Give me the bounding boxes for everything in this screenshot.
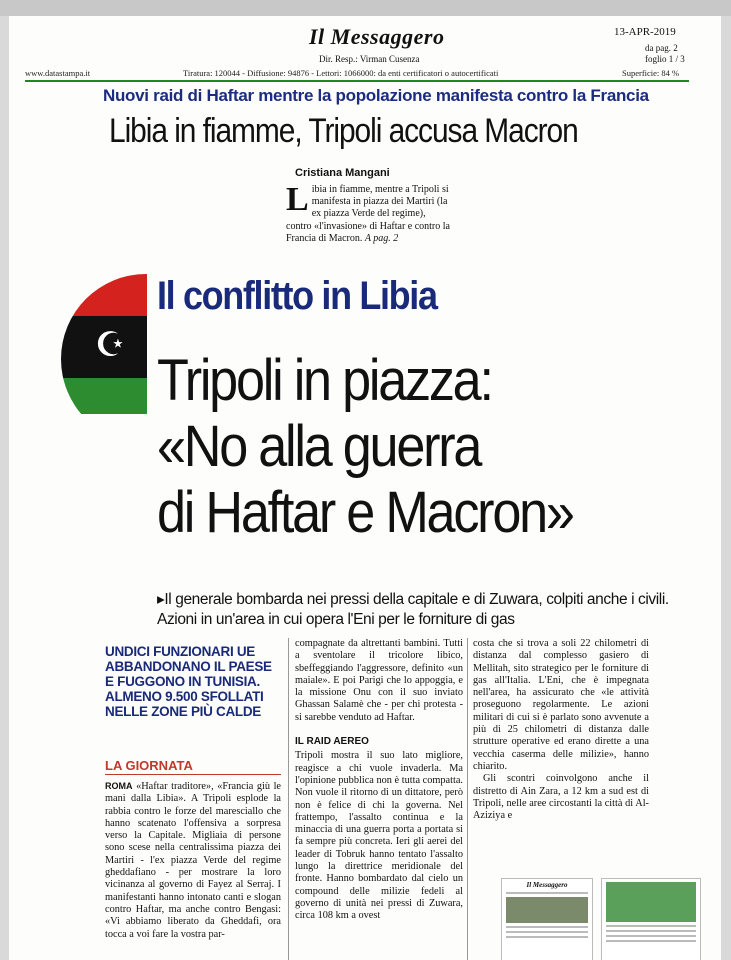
byline: Cristiana Mangani: [295, 167, 390, 179]
drop-cap: L: [286, 181, 309, 218]
dateline: ROMA: [105, 781, 133, 791]
lead-page-ref: A pag. 2: [364, 232, 399, 244]
section-title: Il conflitto in Libia: [157, 274, 437, 318]
top-story-kicker: Nuovi raid di Haftar mentre la popolazione manifesta contro la Francia: [103, 86, 649, 105]
circulation-figures: Tiratura: 120044 - Diffusione: 94876 - Lettori: 1066000: da enti certificatori o autocertificati: [183, 68, 499, 78]
thumbnail-title: Il Messaggero: [526, 881, 568, 889]
main-headline-line: Tripoli in piazza:: [157, 348, 492, 413]
thumbnail-photo: [606, 882, 696, 922]
surface-percent: Superficie: 84 %: [622, 68, 680, 78]
publication-date: 13-APR-2019: [614, 26, 676, 38]
section-label: LA GIORNATA: [105, 758, 193, 773]
top-story-headline: Libia in fiamme, Tripoli accusa Macron: [109, 112, 578, 150]
column-text: «Haftar traditore», «Francia giù le mani dalla Libia». A Tripoli esplode la rabbia contro le forze del maresciallo che hanno scatenato l'offensiva a sorpresa verso la Capitale. Migliaia di persone sono scese nella centralissima piazza dei Martiri - l'ex piazza Verde del regime gheddafiano - per mostrare la loro vicinanza al governo di Fayez al Serraj. I manifestanti hanno intonato canti e slogan contro Haftar, ma anche contro Bengasi: «Vi abbiamo liberato da Gheddafi, ora tocca a voi fare la vostra par-: [105, 781, 281, 940]
column-divider: [467, 638, 468, 960]
website-link[interactable]: www.datastampa.it: [25, 68, 91, 78]
column-divider: [288, 638, 289, 960]
article-column-3: [473, 638, 649, 822]
newspaper-page: [9, 16, 721, 960]
thumbnail-photo: [506, 897, 588, 923]
main-headline-line: «No alla guerra: [157, 414, 481, 479]
sheet-number: foglio 1 / 3: [645, 54, 685, 64]
page-reference: da pag. 2: [645, 43, 678, 53]
editor-in-chief: Dir. Resp.: Virman Cusenza: [319, 54, 420, 64]
subheading: IL RAID AEREO: [295, 736, 369, 748]
screen-top-frame: [0, 0, 731, 16]
inside-page-thumbnail[interactable]: [601, 878, 701, 960]
header-rule: [25, 80, 689, 82]
summary-deck: ▸Il generale bombarda nei pressi della capitale e di Zuwara, colpiti anche i civili. Azioni in un'area in cui opera l'Eni per le forniture di gas: [157, 591, 669, 628]
column-text: Gli scontri coinvolgono anche il distretto di Ain Zara, a 12 km a sud est di Tripoli, nelle aree circostanti la città di Al-Aziziya e: [473, 773, 649, 822]
lead-paragraph: [286, 181, 450, 245]
section-label-rule: [105, 774, 281, 775]
main-headline: [157, 348, 661, 546]
libya-flag-icon: ☪: [61, 274, 147, 414]
column-text: costa che si trova a soli 22 chilometri di distanza dal complesso gasiero di Mellitah, sito strategico per le forniture di gas all'Italia. L'Eni, che è impegnata nell'area, ha assicurato che «le attività proseguono regolarmente. Le azioni militari di cui si è parlato sono avvenute a più di 25 chilometri di distanza dalle strutture operative ed erano dirette a una vecchia caserma delle milizie», hanno chiarito.: [473, 638, 649, 772]
column-text: compagnate da altrettanti bambini. Tutti a sventolare il tricolore libico, sbeffeggiando l'aggressore, definito «un maiale». E poi Parigi che lo appoggia, e la missione Onu con il suo inviato Ghassan Salamè che - per chi protesta - si sarebbe venduto ad Haftar.: [295, 638, 463, 723]
sidebar-headline: UNDICI FUNZIONARI UE ABBANDONANO IL PAESE E FUGGONO IN TUNISIA. ALMENO 9.500 SFOLLATI NELLE ZONE PIÙ CALDE: [105, 644, 272, 719]
front-page-thumbnail[interactable]: [501, 878, 593, 960]
masthead-logo: Il Messaggero: [309, 24, 445, 49]
article-column-1: [105, 780, 281, 941]
column-text: Tripoli mostra il suo lato migliore, reagisce a chi vuole invaderla. Ma l'opinione pubblica non è tutta compatta. Non vuole il ritorno di un dittatore, però non è felice di chi la governa. Nel frattempo, l'assalto continua e la minaccia di una guerra porta a portata si fa sempre più concreta. Ieri gli aerei del leader di Tobruk hanno tentato l'assalto lungo la direttrice meridionale del fronte. Hanno bombardato dal cielo un compound delle milizie fedeli al governo di unità nei pressi di Zuwara, circa 108 km a ovest: [295, 750, 463, 922]
lead-text: ibia in fiamme, mentre a Tripoli si manifesta in piazza dei Martiri (la ex piazza Verde del regime), contro «l'invasione» di Haftar e contro la Francia di Macron.: [286, 184, 450, 244]
main-headline-line: di Haftar e Macron»: [157, 480, 573, 545]
article-column-2: [295, 638, 463, 923]
